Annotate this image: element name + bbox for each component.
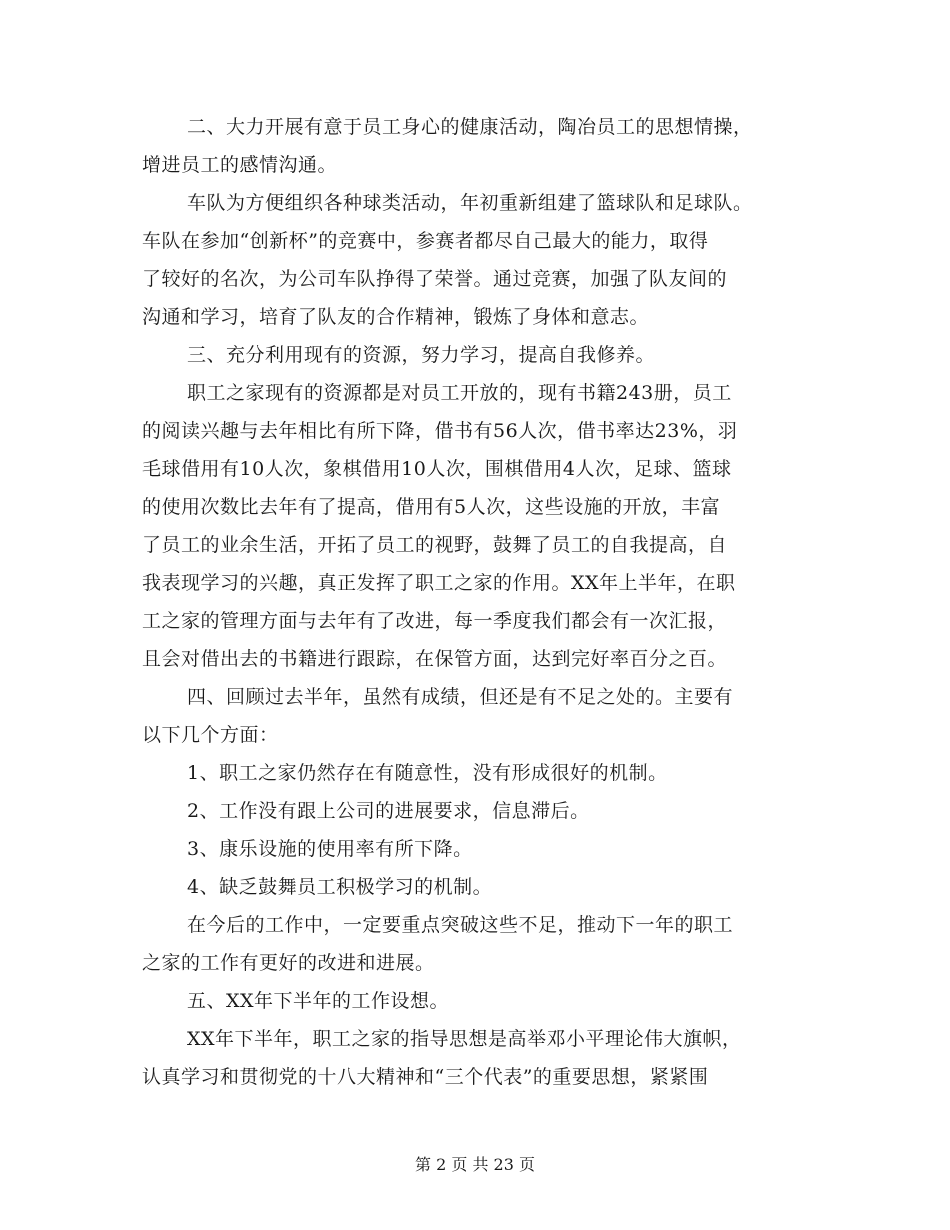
footer-middle: 页 共	[451, 1155, 489, 1174]
text-line: 车队为方便组织各种球类活动，年初重新组建了篮球队和足球队。	[187, 192, 753, 214]
text-line: 认真学习和贯彻党的十八大精神和“三个代表”的重要思想，紧紧围	[142, 1066, 709, 1088]
text-line: 4、缺乏鼓舞员工积极学习的机制。	[187, 876, 493, 898]
text-line: 我表现学习的兴趣，真正发挥了职工之家的作用。XX年上半年，在职	[142, 572, 736, 594]
text-line: 以下几个方面：	[142, 724, 279, 746]
text-line: 的使用次数比去年有了提高，借用有5人次，这些设施的开放，丰富	[142, 496, 721, 518]
footer-total-pages: 23	[493, 1155, 514, 1174]
text-line: 2、工作没有跟上公司的进展要求，信息滞后。	[187, 800, 590, 822]
text-line: 五、XX年下半年的工作设想。	[187, 990, 450, 1012]
text-line: 了员工的业余生活，开拓了员工的视野，鼓舞了员工的自我提高，自	[142, 534, 728, 556]
text-line: 毛球借用有10人次，象棋借用10人次，围棋借用4人次，足球、篮球	[142, 458, 732, 480]
text-line: 二、大力开展有意于员工身心的健康活动，陶冶员工的思想情操，	[187, 116, 753, 138]
text-line: 3、康乐设施的使用率有所下降。	[187, 838, 473, 860]
text-line: 职工之家现有的资源都是对员工开放的，现有书籍243册，员工	[187, 382, 732, 404]
text-line: 了较好的名次，为公司车队挣得了荣誉。通过竞赛，加强了队友间的	[142, 268, 728, 290]
document-body	[142, 108, 822, 1096]
text-line: 之家的工作有更好的改进和进展。	[142, 952, 435, 974]
text-line: 沟通和学习，培育了队友的合作精神，锻炼了身体和意志。	[142, 306, 650, 328]
text-line: 1、职工之家仍然存在有随意性，没有形成很好的机制。	[187, 762, 668, 784]
text-line: 三、充分利用现有的资源，努力学习，提高自我修养。	[187, 344, 656, 366]
text-line: 四、回顾过去半年，虽然有成绩，但还是有不足之处的。主要有	[187, 686, 734, 708]
footer-prefix: 第	[414, 1155, 431, 1174]
text-line: 车队在参加“创新杯”的竞赛中，参赛者都尽自己最大的能力，取得	[142, 230, 709, 252]
footer-suffix: 页	[519, 1155, 536, 1174]
text-line: 的阅读兴趣与去年相比有所下降，借书有56人次，借书率达23%，羽	[142, 420, 738, 442]
text-line: 在今后的工作中，一定要重点突破这些不足，推动下一年的职工	[187, 914, 734, 936]
page-footer	[0, 1153, 950, 1177]
text-line: XX年下半年，职工之家的指导思想是高举邓小平理论伟大旗帜，	[187, 1028, 742, 1050]
text-line: 增进员工的感情沟通。	[142, 154, 338, 176]
footer-page-number: 2	[436, 1155, 447, 1174]
text-line: 且会对借出去的书籍进行跟踪，在保管方面，达到完好率百分之百。	[142, 648, 728, 670]
text-line: 工之家的管理方面与去年有了改进，每一季度我们都会有一次汇报，	[142, 610, 728, 632]
